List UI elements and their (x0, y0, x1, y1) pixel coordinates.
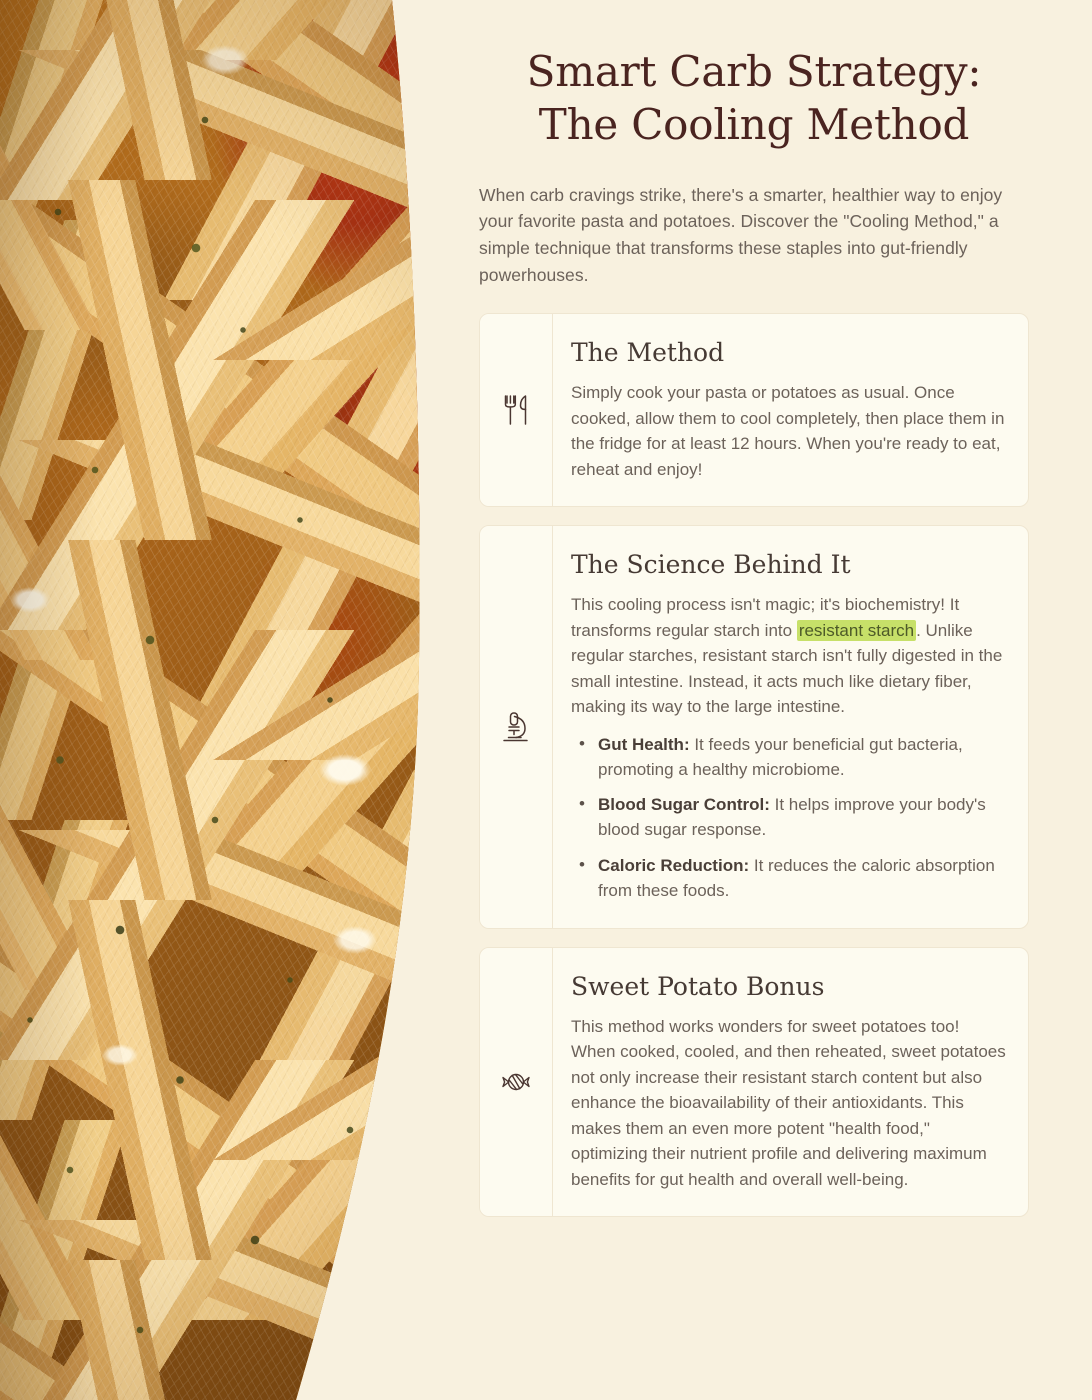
list-item-text: It helps improve your body's blood sugar response. (598, 795, 986, 840)
card-the-science-behind-it (479, 525, 1029, 928)
cards-list (479, 313, 1029, 1217)
list-item-text: It reduces the caloric absorption from these foods. (598, 855, 995, 900)
card-text-part-1: This cooling process isn't magic; it's biochemistry! It transforms regular starch into (571, 595, 960, 640)
intro-paragraph: When carb cravings strike, there's a smarter, healthier way to enjoy your favorite pasta and potatoes. Discover the "Cooling Method," a simple technique that transforms these staples into gut-friendly powerhouses. (479, 184, 1003, 285)
penne-pasta-photo (0, 0, 440, 1400)
card-icon-cell (480, 948, 553, 1217)
list-item-label: Gut Health: (598, 734, 690, 754)
fork-knife-icon (501, 393, 531, 427)
card-title: The Science Behind It (571, 550, 851, 580)
card-body (553, 314, 1028, 506)
card-text (571, 592, 1006, 720)
card-text-part-2: . Unlike regular starches, resistant starch isn't fully digested in the small intestine. Instead, it acts much like dietary fiber, making its way to the large intestine. (571, 620, 1003, 717)
card-body (553, 526, 1028, 927)
microscope-icon (500, 710, 532, 744)
card-body (553, 948, 1028, 1217)
card-title: Sweet Potato Bonus (571, 971, 825, 1001)
photo-vignette (0, 0, 440, 1400)
list-item (571, 733, 1006, 783)
list-item-text: It feeds your beneficial gut bacteria, promoting a healthy microbiome. (598, 734, 963, 779)
page-title (479, 46, 1029, 152)
card-icon-cell (480, 526, 553, 927)
page-title-line-2: The Cooling Method (538, 99, 970, 149)
photo-layers (0, 0, 440, 1400)
card-sweet-potato-bonus (479, 947, 1029, 1218)
card-the-method (479, 313, 1029, 507)
card-icon-cell (480, 314, 553, 506)
list-item (571, 854, 1006, 904)
list-item-label: Caloric Reduction: (598, 855, 750, 875)
card-text: This method works wonders for sweet potatoes too! When cooked, cooled, and then reheated, sweet potatoes not only increase their resistant starch content but also enhance the bioavailability of their antioxidants. This makes them an even more potent "health food," optimizing their nutrient profile and delivering maximum benefits for gut health and overall well-being. (571, 1016, 1006, 1189)
page-title-line-1: Smart Carb Strategy: (526, 47, 982, 96)
list-item-label: Blood Sugar Control: (598, 795, 770, 815)
benefits-list (571, 733, 1006, 904)
list-item (571, 793, 1006, 843)
card-text: Simply cook your pasta or potatoes as usual. Once cooked, allow them to cool completely, then place them in the fridge for at least 12 hours. When you're ready to eat, reheat and enjoy! (571, 383, 1005, 479)
highlight-resistant-starch: resistant starch (798, 620, 915, 640)
card-title: The Method (571, 338, 725, 368)
candy-icon (498, 1070, 534, 1094)
content-column (479, 0, 1029, 1400)
